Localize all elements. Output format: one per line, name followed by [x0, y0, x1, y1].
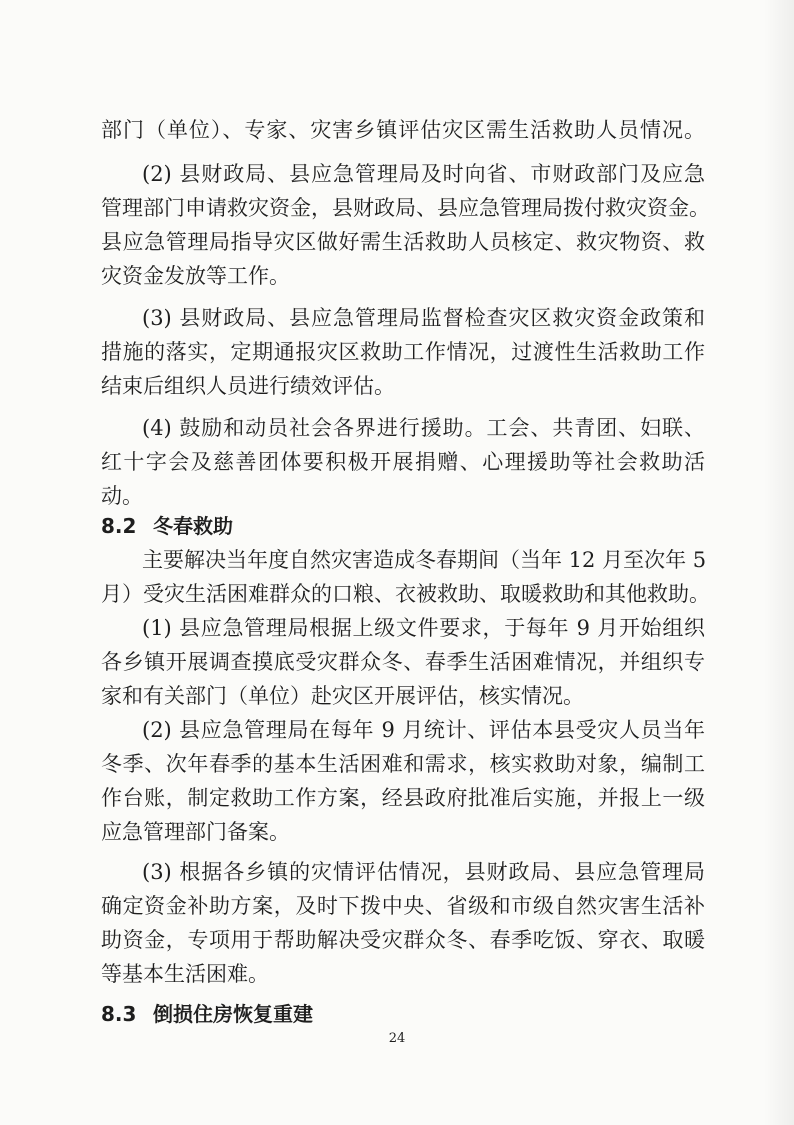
text-line: 县应急管理局指导灾区做好需生活救助人员核定、救灾物资、救 — [101, 230, 705, 254]
text-line: 主要解决当年度自然灾害造成冬春期间（当年 12 月至次年 5 — [142, 548, 707, 572]
text-line: 应急管理部门备案。 — [101, 820, 290, 844]
section-number: 8.3 — [101, 1002, 137, 1026]
text-line: 等基本生活困难。 — [101, 962, 269, 986]
text-line: (3) 根据各乡镇的灾情评估情况，县财政局、县应急管理局 — [142, 860, 705, 884]
section-title: 冬春救助 — [153, 514, 233, 538]
scan-edge-shadow — [764, 0, 794, 1125]
text-line: 灾资金发放等工作。 — [101, 264, 290, 288]
text-line: 部门（单位）、专家、灾害乡镇评估灾区需生活救助人员情况。 — [101, 118, 705, 142]
text-line: 助资金，专项用于帮助解决受灾群众冬、春季吃饭、穿衣、取暖 — [101, 928, 705, 952]
text-line: 作台账，制定救助工作方案，经县政府批准后实施，并报上一级 — [101, 786, 705, 810]
page-number: 24 — [388, 1031, 406, 1046]
text-line: (2) 县应急管理局在每年 9 月统计、评估本县受灾人员当年 — [142, 718, 705, 742]
section-title: 倒损住房恢复重建 — [153, 1002, 313, 1026]
section-heading — [101, 512, 705, 540]
text-line: (2) 县财政局、县应急管理局及时向省、市财政部门及应急 — [142, 162, 705, 186]
text-line: 措施的落实，定期通报灾区救助工作情况，过渡性生活救助工作 — [101, 340, 705, 364]
text-line: 结束后组织人员进行绩效评估。 — [101, 374, 395, 398]
section-number: 8.2 — [101, 514, 137, 538]
text-line: (1) 县应急管理局根据上级文件要求，于每年 9 月开始组织 — [142, 616, 705, 640]
text-line: (3) 县财政局、县应急管理局监督检查灾区救灾资金政策和 — [142, 306, 705, 330]
text-line: 各乡镇开展调查摸底受灾群众冬、春季生活困难情况，并组织专 — [101, 650, 705, 674]
text-line: 红十字会及慈善团体要积极开展捐赠、心理援助等社会救助活 — [101, 450, 705, 474]
text-line: (4) 鼓励和动员社会各界进行援助。工会、共青团、妇联、 — [142, 416, 705, 440]
text-line: 动。 — [101, 484, 143, 508]
section-heading — [101, 1000, 705, 1028]
text-line: 月）受灾生活困难群众的口粮、衣被救助、取暖救助和其他救助。 — [101, 582, 710, 606]
text-line: 确定资金补助方案，及时下拨中央、省级和市级自然灾害生活补 — [101, 894, 705, 918]
text-line: 家和有关部门（单位）赴灾区开展评估，核实情况。 — [101, 684, 584, 708]
text-line: 冬季、次年春季的基本生活困难和需求，核实救助对象，编制工 — [101, 752, 705, 776]
text-line: 管理部门申请救灾资金，县财政局、县应急管理局拨付救灾资金。 — [101, 196, 710, 220]
